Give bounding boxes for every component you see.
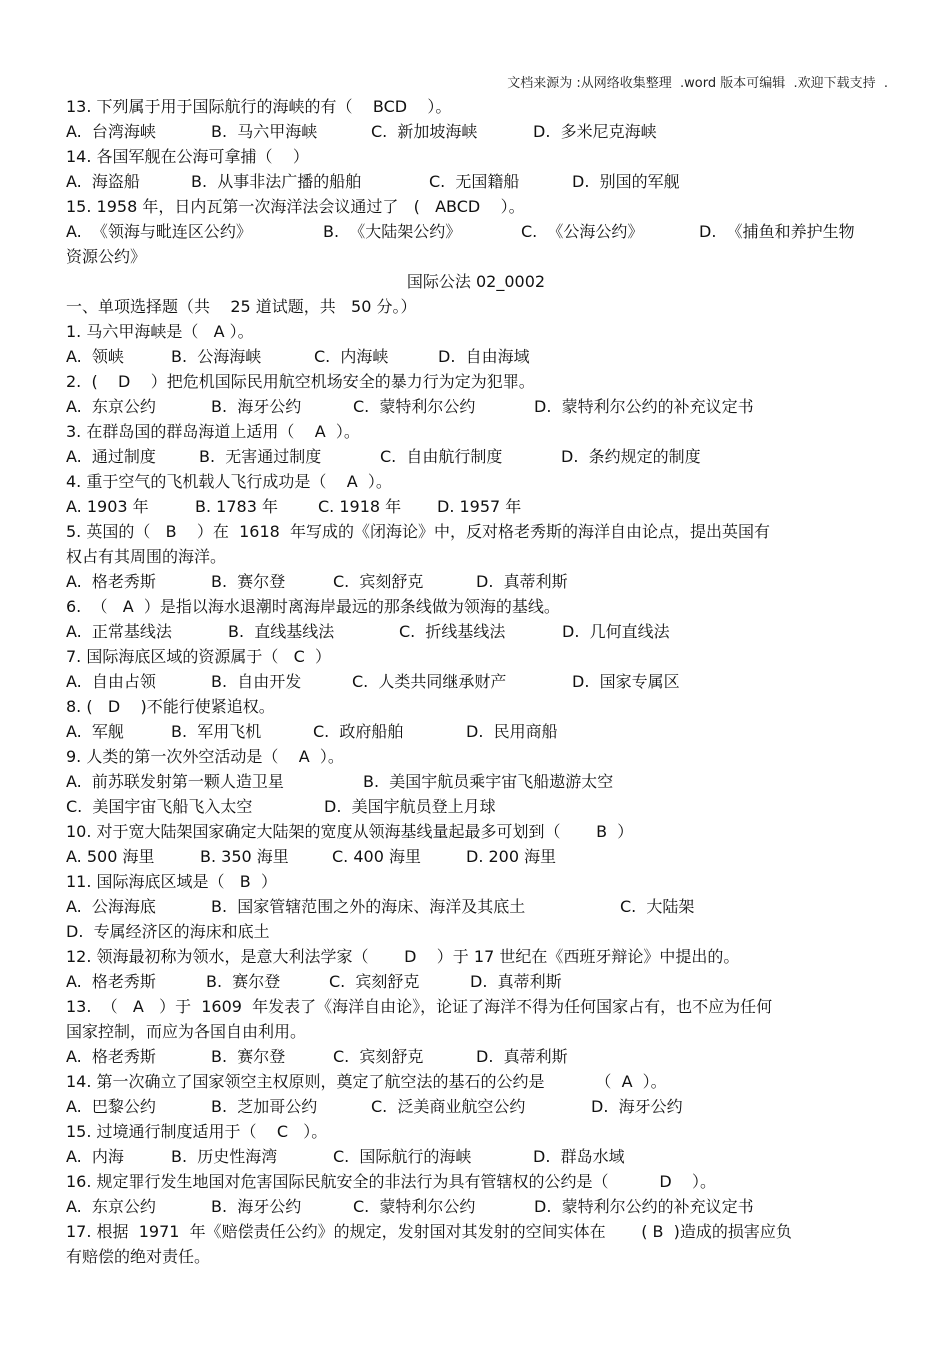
option: B. 350 海里: [200, 847, 289, 866]
option: B. 赛尔登: [211, 1047, 286, 1066]
question-stem: 10. 对于宽大陆架国家确定大陆架的宽度从领海基线量起最多可划到（ B ）: [66, 822, 634, 841]
options-row: [66, 1044, 886, 1069]
question-stem: 9. 人类的第一次外空活动是（ A ）。: [66, 747, 344, 766]
option: D. 民用商船: [466, 722, 558, 741]
option: B. 无害通过制度: [199, 447, 322, 466]
section-intro: 一、单项选择题（共 25 道试题，共 50 分。）: [66, 297, 417, 316]
question-stem: 13. （ A ）于 1609 年发表了《海洋自由论》，论证了海洋不得为任何国家占有，也不应为任何: [66, 997, 773, 1016]
question-stem-continuation: 权占有其周围的海洋。: [66, 547, 227, 566]
option: C. 政府船舶: [313, 722, 404, 741]
options-row: [66, 444, 886, 469]
question-stem: 4. 重于空气的飞机载人飞行成功是（ A ）。: [66, 472, 392, 491]
option: C. 自由航行制度: [380, 447, 503, 466]
option: B. 海牙公约: [211, 397, 302, 416]
option: D. 蒙特利尔公约的补充议定书: [534, 397, 754, 416]
options-row: [66, 1194, 886, 1219]
option: D. 群岛水域: [533, 1147, 625, 1166]
question-stem-continuation: 国家控制，而应为各国自由利用。: [66, 1022, 307, 1041]
option: B. 美国宇航员乘宇宙飞船遨游太空: [363, 772, 614, 791]
option: A. 海盗船: [66, 172, 140, 191]
option: C. 内海峡: [314, 347, 389, 366]
option: B. 从事非法广播的船舶: [191, 172, 362, 191]
question-stem: 7. 国际海底区域的资源属于（ C ）: [66, 647, 331, 666]
option: D. 美国宇航员登上月球: [324, 797, 496, 816]
options-row: [66, 894, 886, 919]
option: C. 蒙特利尔公约: [353, 1197, 476, 1216]
option: A. 领峡: [66, 347, 124, 366]
question-stem: 13. 下列属于用于国际航行的海峡的有（ BCD ）。: [66, 97, 452, 116]
option: B. 军用飞机: [171, 722, 262, 741]
option: C. 宾刻舒克: [329, 972, 420, 991]
section-title: 国际公法 02_0002: [406, 272, 546, 291]
option: C. 人类共同继承财产: [352, 672, 507, 691]
option: C. 蒙特利尔公约: [353, 397, 476, 416]
option: C. 无国籍船: [429, 172, 520, 191]
option: D. 真蒂利斯: [470, 972, 562, 991]
question-stem: 2. ( D ）把危机国际民用航空机场安全的暴力行为定为犯罪。: [66, 372, 535, 391]
question-stem: 5. 英国的（ B ）在 1618 年写成的《闭海论》中，反对格老秀斯的海洋自由论点，提出英国有: [66, 522, 770, 541]
question-stem: 17. 根据 1971 年《赔偿责任公约》的规定，发射国对其发射的空间实体在 ( B )造成的损害应负: [66, 1222, 792, 1241]
question-stem-continuation: 有赔偿的绝对责任。: [66, 1247, 211, 1266]
option: A. 500 海里: [66, 847, 155, 866]
options-row: [66, 119, 886, 144]
options-row: [66, 1094, 886, 1119]
option: A. 格老秀斯: [66, 972, 156, 991]
options-row: [66, 669, 886, 694]
option: D. 真蒂利斯: [476, 572, 568, 591]
option: D. 海牙公约: [591, 1097, 683, 1116]
options-row: [66, 494, 886, 519]
options-row: [66, 844, 886, 869]
option: A. 东京公约: [66, 397, 156, 416]
option: C. 大陆架: [620, 897, 695, 916]
option: D. 1957 年: [437, 497, 522, 516]
option: A. 格老秀斯: [66, 1047, 156, 1066]
option: D. 专属经济区的海床和底土: [66, 922, 270, 941]
option: D. 200 海里: [466, 847, 557, 866]
options-row: [66, 569, 886, 594]
question-stem: 16. 规定罪行发生地国对危害国际民航安全的非法行为具有管辖权的公约是（ D ）。: [66, 1172, 717, 1191]
option: A. 巴黎公约: [66, 1097, 156, 1116]
question-stem: 11. 国际海底区域是（ B ）: [66, 872, 277, 891]
option: B. 公海海峡: [171, 347, 262, 366]
option: B. 1783 年: [195, 497, 278, 516]
option-continuation: 资源公约》: [66, 247, 147, 266]
options-row: [66, 219, 886, 244]
question-stem: 1. 马六甲海峡是（ A ）。: [66, 322, 254, 341]
option: A. 通过制度: [66, 447, 156, 466]
question-stem: 14. 第一次确立了国家领空主权原则，奠定了航空法的基石的公约是 （ A ）。: [66, 1072, 667, 1091]
question-stem: 8. ( D )不能行使紧追权。: [66, 697, 275, 716]
option: D. 真蒂利斯: [476, 1047, 568, 1066]
options-row: [66, 794, 886, 819]
option: C. 国际航行的海峡: [333, 1147, 472, 1166]
document-body: [66, 94, 886, 1269]
question-stem: 14. 各国军舰在公海可拿捕（ ）: [66, 147, 309, 166]
option: B. 马六甲海峡: [211, 122, 318, 141]
option: A. 自由占领: [66, 672, 156, 691]
option: D. 别国的军舰: [572, 172, 680, 191]
option: C. 宾刻舒克: [333, 1047, 424, 1066]
option: A. 台湾海峡: [66, 122, 156, 141]
option: C. 宾刻舒克: [333, 572, 424, 591]
option: D. 几何直线法: [562, 622, 670, 641]
options-row: [66, 919, 886, 944]
option: B. 赛尔登: [211, 572, 286, 591]
options-row: [66, 969, 886, 994]
question-stem: 12. 领海最初称为领水，是意大利法学家（ D ）于 17 世纪在《西班牙辩论》中提出的。: [66, 947, 740, 966]
option: B. 赛尔登: [206, 972, 281, 991]
options-row: [66, 769, 886, 794]
option: B. 历史性海湾: [171, 1147, 278, 1166]
option: D. 《捕鱼和养护生物: [699, 222, 855, 241]
options-row: [66, 619, 886, 644]
option: C. 1918 年: [318, 497, 402, 516]
question-stem: 15. 过境通行制度适用于（ C ）。: [66, 1122, 328, 1141]
option: C. 《公海公约》: [521, 222, 644, 241]
option: D. 自由海域: [438, 347, 530, 366]
option: A. 《领海与毗连区公约》: [66, 222, 252, 241]
option: A. 格老秀斯: [66, 572, 156, 591]
option: A. 内海: [66, 1147, 124, 1166]
option: A. 前苏联发射第一颗人造卫星: [66, 772, 284, 791]
option: A. 公海海底: [66, 897, 156, 916]
option: B. 芝加哥公约: [211, 1097, 318, 1116]
option: A. 1903 年: [66, 497, 149, 516]
option: A. 东京公约: [66, 1197, 156, 1216]
option: C. 泛美商业航空公约: [371, 1097, 526, 1116]
option: D. 国家专属区: [572, 672, 680, 691]
option: B. 《大陆架公约》: [323, 222, 462, 241]
option: C. 400 海里: [332, 847, 421, 866]
option: B. 国家管辖范围之外的海床、海洋及其底土: [211, 897, 526, 916]
option: A. 军舰: [66, 722, 124, 741]
options-row: [66, 394, 886, 419]
option: D. 蒙特利尔公约的补充议定书: [534, 1197, 754, 1216]
option: C. 美国宇宙飞船飞入太空: [66, 797, 253, 816]
option: C. 折线基线法: [399, 622, 506, 641]
option: B. 海牙公约: [211, 1197, 302, 1216]
option: D. 多米尼克海峡: [533, 122, 657, 141]
option: C. 新加坡海峡: [371, 122, 478, 141]
question-stem: 15. 1958 年，日内瓦第一次海洋法会议通过了 ( ABCD ）。: [66, 197, 525, 216]
option: B. 自由开发: [211, 672, 302, 691]
options-row: [66, 719, 886, 744]
options-row: [66, 1144, 886, 1169]
option: A. 正常基线法: [66, 622, 172, 641]
source-note: 文档来源为 :从网络收集整理 .word 版本可编辑 .欢迎下载支持 .: [507, 76, 888, 91]
question-stem: 3. 在群岛国的群岛海道上适用（ A ）。: [66, 422, 360, 441]
option: B. 直线基线法: [228, 622, 335, 641]
options-row: [66, 169, 886, 194]
question-stem: 6. （ A ）是指以海水退潮时离海岸最远的那条线做为领海的基线。: [66, 597, 560, 616]
options-row: [66, 344, 886, 369]
option: D. 条约规定的制度: [561, 447, 701, 466]
